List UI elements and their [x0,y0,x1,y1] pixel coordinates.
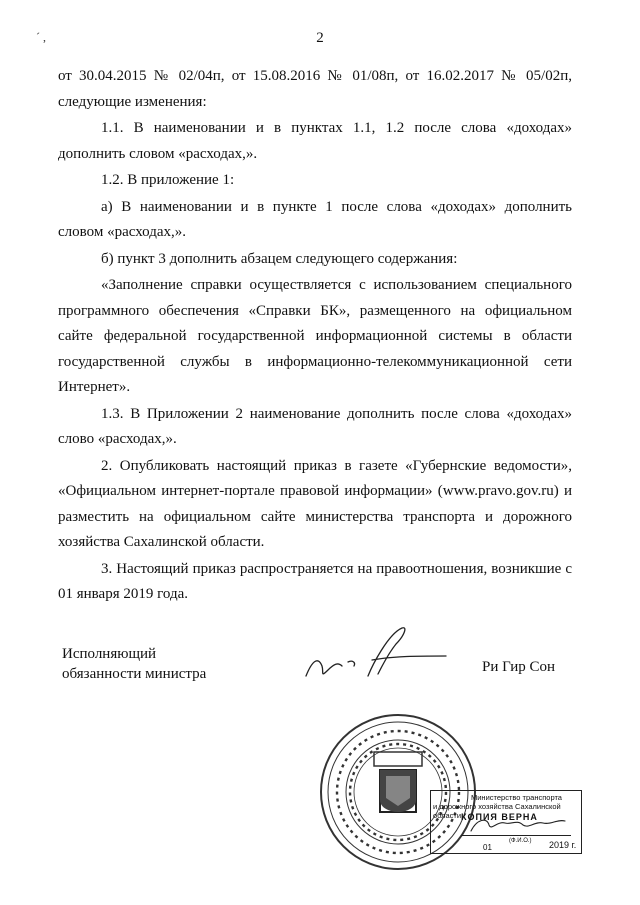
signatory-title-line2: обязанности министра [62,666,207,682]
paragraph-a: а) В наименовании и в пункте 1 после слова «доходах» дополнить словом «расходах,». [58,198,572,240]
paragraph-quote: «Заполнение справки осуществляется с использованием специального программного обеспечения «Справки БК», размещенного на официальном сайте федеральной государственной информационной системы в области государственной службы в информационно-телекоммуникационной сети Интернет». [58,277,572,395]
stamp-fio-label: (Ф.И.О.) [509,838,532,844]
stamp-signature [431,791,581,853]
paragraph-intro: от 30.04.2015 № 02/04п, от 15.08.2016 № 01/08п, от 16.02.2017 № 05/02п, следующие изменения: [58,68,572,110]
paragraph-b: б) пункт 3 дополнить абзацем следующего содержания: [101,250,458,267]
stamp-verified: КОПИЯ ВЕРНА [461,812,538,822]
paragraph-1-1: 1.1. В наименовании и в пунктах 1.1, 1.2 после слова «доходах» дополнить словом «расходах,». [58,120,572,162]
copy-certification-stamp [430,790,582,854]
page-number: 2 [316,30,324,46]
document-body [58,64,572,608]
signatory-title-line1: Исполняющий [62,646,157,662]
stamp-year: 2019 г. [549,840,577,850]
stamp-org-line2: и дорожного хозяйства Сахалинской области [433,802,561,820]
paragraph-3: 3. Настоящий приказ распространяется на правоотношения, возникшие с 01 января 2019 года. [58,560,572,602]
paragraph-2: 2. Опубликовать настоящий приказ в газете «Губернские ведомости», «Официальном интернет-портале правовой информации» (www.pravo.gov.ru) и разместить на официальном сайте министерства транспорта и дорожного хозяйства Сахалинской области. [58,457,572,550]
stamp-day: 01 [483,843,492,852]
signatory-title [62,644,206,684]
stamp-org-line1: Министерство транспорта [471,793,562,802]
corner-mark: ˊ , [36,30,46,44]
signer-name: Ри Гир Сон [482,659,556,675]
paragraph-1-2: 1.2. В приложение 1: [101,172,235,188]
handwritten-signature [298,626,448,686]
paragraph-1-3: 1.3. В Приложении 2 наименование дополнить после слова «доходах» слово «расходах,». [58,405,572,447]
